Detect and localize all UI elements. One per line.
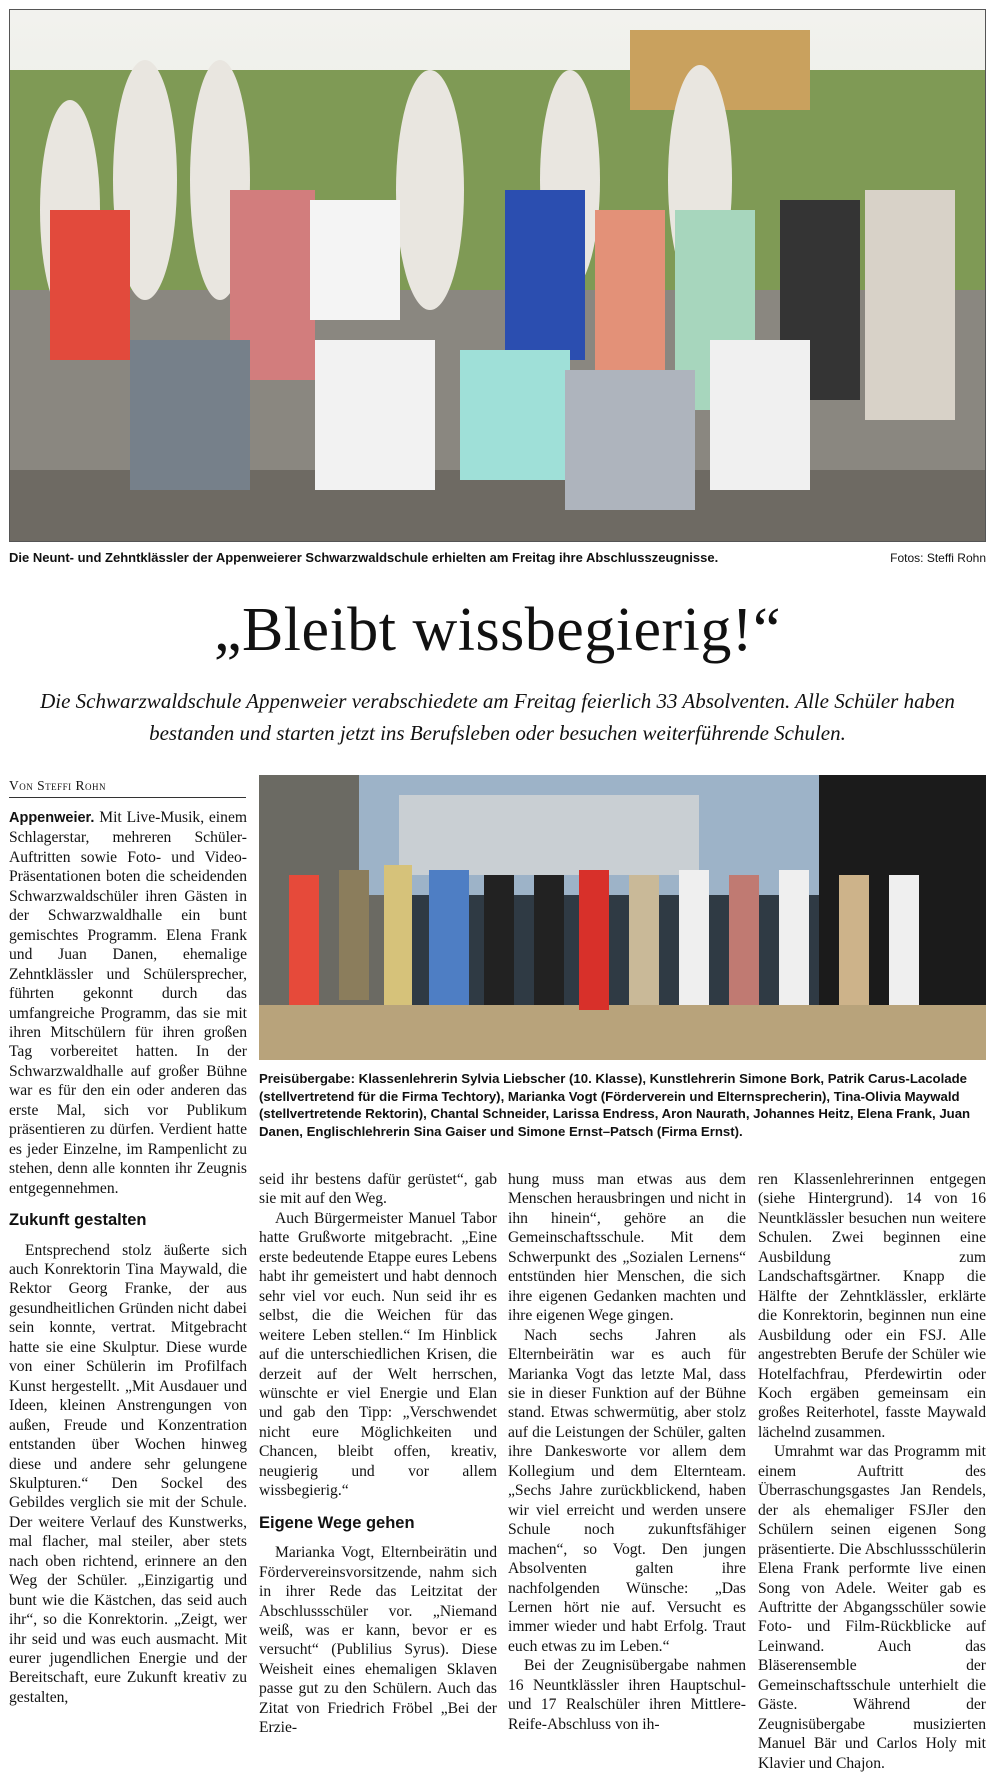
lead-paragraph: Appenweier. Mit Live-Musik, einem Schlagerstar, mehreren Schüler-Auftritten sowie Foto- und Video-Präsentationen boten die scheidenden Schwarzwaldschüler ihren Gästen in der Schwarzwaldhalle ein bunt gemischtes Programm. Elena Frank und Juan Danen, ehemalige Zehntklässler und Schülersprecher, führten gekonnt durch das umfangreiche Programm, das sie mit ihren Mitschülern für ihren großen Tag vorbereitet hatten. In der Schwarzwaldhalle auf großer Bühne war es für den ein oder anderen das erste Mal, sich vor Publikum präsentieren zu dürfen. Verdient hatte es jeder Einzelne, im Rampenlicht zu stehen, denn alle konnten ihr Zeugnis entgegennehmen. [9,809,247,1197]
subheading-eigene-wege: Eigene Wege gehen [259,1513,415,1532]
paragraph: Bei der Zeugnisübergabe nahmen 16 Neuntklässler ihren Hauptschul- und 17 Realschüler ihren Mittlere-Reife-Abschluss von ih- [508,1657,746,1733]
paragraph: Marianka Vogt, Elternbeirätin und Fördervereinsvorsitzende, nahm sich in ihrer Rede das Leitzitat der Abschlussschüler vor. „Niemand weiß, was er kann, bevor er es versucht“ (Publilius Syrus). Diese Weisheit eines ehemaligen Sklaven passe gut zu den Schülern. Auch das Zitat von Friedrich Fröbel „Bei der Erzie- [259,1544,497,1737]
photo-caption: Die Neunt- und Zehntklässler der Appenweierer Schwarzwaldschule erhielten am Freitag ihre Abschlusszeugnisse. [9,550,719,565]
paragraph: hung muss man etwas aus dem Menschen herausbringen und nicht in ihn hinein“, gehöre an die Gemeinschaftsschule. Mit dem Schwerpunkt des „Sozialen Lernens“ entstünden hier Menschen, die sich ihre eigenen Gedanken machten und ihre eigenen Wege gingen. [508,1171,746,1325]
article-column-1 [9,808,247,1707]
paragraph: Auch Bürgermeister Manuel Tabor hatte Grußworte mitgebracht. „Eine erste bedeutende Etappe eures Lebens habt ihr gemeistert und habt dennoch sehr viel vor euch. Nun seid ihr es selbst, die die Weichen für das weitere Leben stellen.“ Im Hinblick auf die unterschiedlichen Krisen, die derzeit auf der Welt herrschen, wünschte er viel Energie und Elan und gab den Tipp: „Verschwendet nicht eure Möglichkeiten und Chancen, bleibt offen, kreativ, neugierig und vor allem wissbegierig.“ [259,1209,497,1500]
article-column-3 [508,1170,746,1734]
stage-photo [259,775,986,1060]
dateline: Appenweier. [9,810,95,826]
paragraph: seid ihr bestens dafür gerüstet“, gab sie mit auf den Weg. [259,1171,497,1208]
article-column-2 [259,1170,497,1738]
paragraph: ren Klassenlehrerinnen entgegen (siehe Hintergrund). 14 von 16 Neuntklässler besuchen nun weitere Schulen. Zwei beginnen eine Ausbildung zum Landschaftsgärtner. Knapp die Hälfte der Zehntklässler, erklärte die Konrektorin, beginnen nun eine Ausbildung oder ein FSJ. Alle angestrebten Berufe der Schüler wie Hotelfachfrau, Pferdewirtin oder Koch ergäben gemeinsam ein großes Reiterhotel, fasste Maywald lächelnd zusammen. [758,1171,986,1441]
photo-credit: Fotos: Steffi Rohn [890,551,986,565]
paragraph: Nach sechs Jahren als Elternbeirätin war es auch für Marianka Vogt das letzte Mal, dass sie in dieser Funktion auf der Bühne stand. Etwas schwermütig, aber stolz auf die Leistungen der Schüler, galten ihre Dankesworte vor allem dem Kollegium und dem Elternteam. „Sechs Jahre zurückblickend, haben wir viel erreicht und werden unsere Schule noch zukunftsfähiger machen“, so Vogt. Den jungen Absolventen galten ihre nachfolgenden Wünsche: „Das Lernen hört nie auf. Versucht es immer wieder und habt Erfolg. Traut euch etwas zu im Leben.“ [508,1326,746,1655]
byline: Von Steffi Rohn [9,778,246,798]
subheading-zukunft: Zukunft gestalten [9,1211,147,1230]
paragraph: Umrahmt war das Programm mit einem Auftritt des Überraschungsgastes Jan Rendels, der als ehemaliger FSJler den Schülern seinen eigenen Song präsentierte. Die Abschlussschülerin Elena Frank performte live einen Song von Adele. Weiter gab es Auftritte der Abgangsschüler sowie Foto- und Film-Rückblicke auf Leinwand. Auch das Bläserensemble der Gemeinschaftsschule unterhielt die Gäste. Während der Zeugnisübergabe musizierten Manuel Bär und Carlos Holy mit Klavier und Chajon. [758,1443,986,1772]
subheadline: Die Schwarzwaldschule Appenweier verabschiedete am Freitag feierlich 33 Absolventen. Alle Schüler haben bestanden und starten jetzt ins Berufsleben oder besuchen weiterführende Schulen. [40,689,955,745]
stage-photo-caption: Preisübergabe: Klassenlehrerin Sylvia Liebscher (10. Klasse), Kunstlehrerin Simone Bork, Patrik Carus-Lacolade (stellvertretend für die Firma Techtory), Marianka Vogt (Förderverein und Elternsprecherin), Tina-Olivia Maywald (stellvertretende Rektorin), Chantal Schneider, Larissa Endress, Aron Naurath, Johannes Heitz, Elena Frank, Juan Danen, Englischlehrerin Sina Gaiser und Simone Ernst–Patsch (Firma Ernst). [259,1071,971,1139]
paragraph: Entsprechend stolz äußerte sich auch Konrektorin Tina Maywald, die Rektor Georg Franke, der aus gesundheitlichen Gründen nicht dabei sein konnte, vertrat. Mitgebracht hatte sie eine Skulptur. Diese wurde von einer Schülerin im Profilfach Kunst hergestellt. „Mit Ausdauer und Ideen, kleinen Anstrengungen von außen, Freude und Konzentration entstanden über Wochen hinweg diese und andere sehr gelungene Skulpturen.“ Den Sockel des Gebildes verglich sie mit der Schule. Der weitere Verlauf des Kunstwerks, mal flacher, mal steiler, aber stets nach oben richtend, erinnere an den Weg der Schüler. „Einzigartig und bunt wie die Kästchen, das seid auch ihr“, so die Konrektorin. „Zeigt, wer ihr seid und was euch ausmacht. Mit eurer jugendlichen Energie und der Bereitschaft, eure Zukunft kreativ zu gestalten, [9,1241,247,1706]
article-column-4 [758,1170,986,1773]
group-photo [9,9,986,542]
headline: „Bleibt wissbegierig!“ [213,596,782,664]
